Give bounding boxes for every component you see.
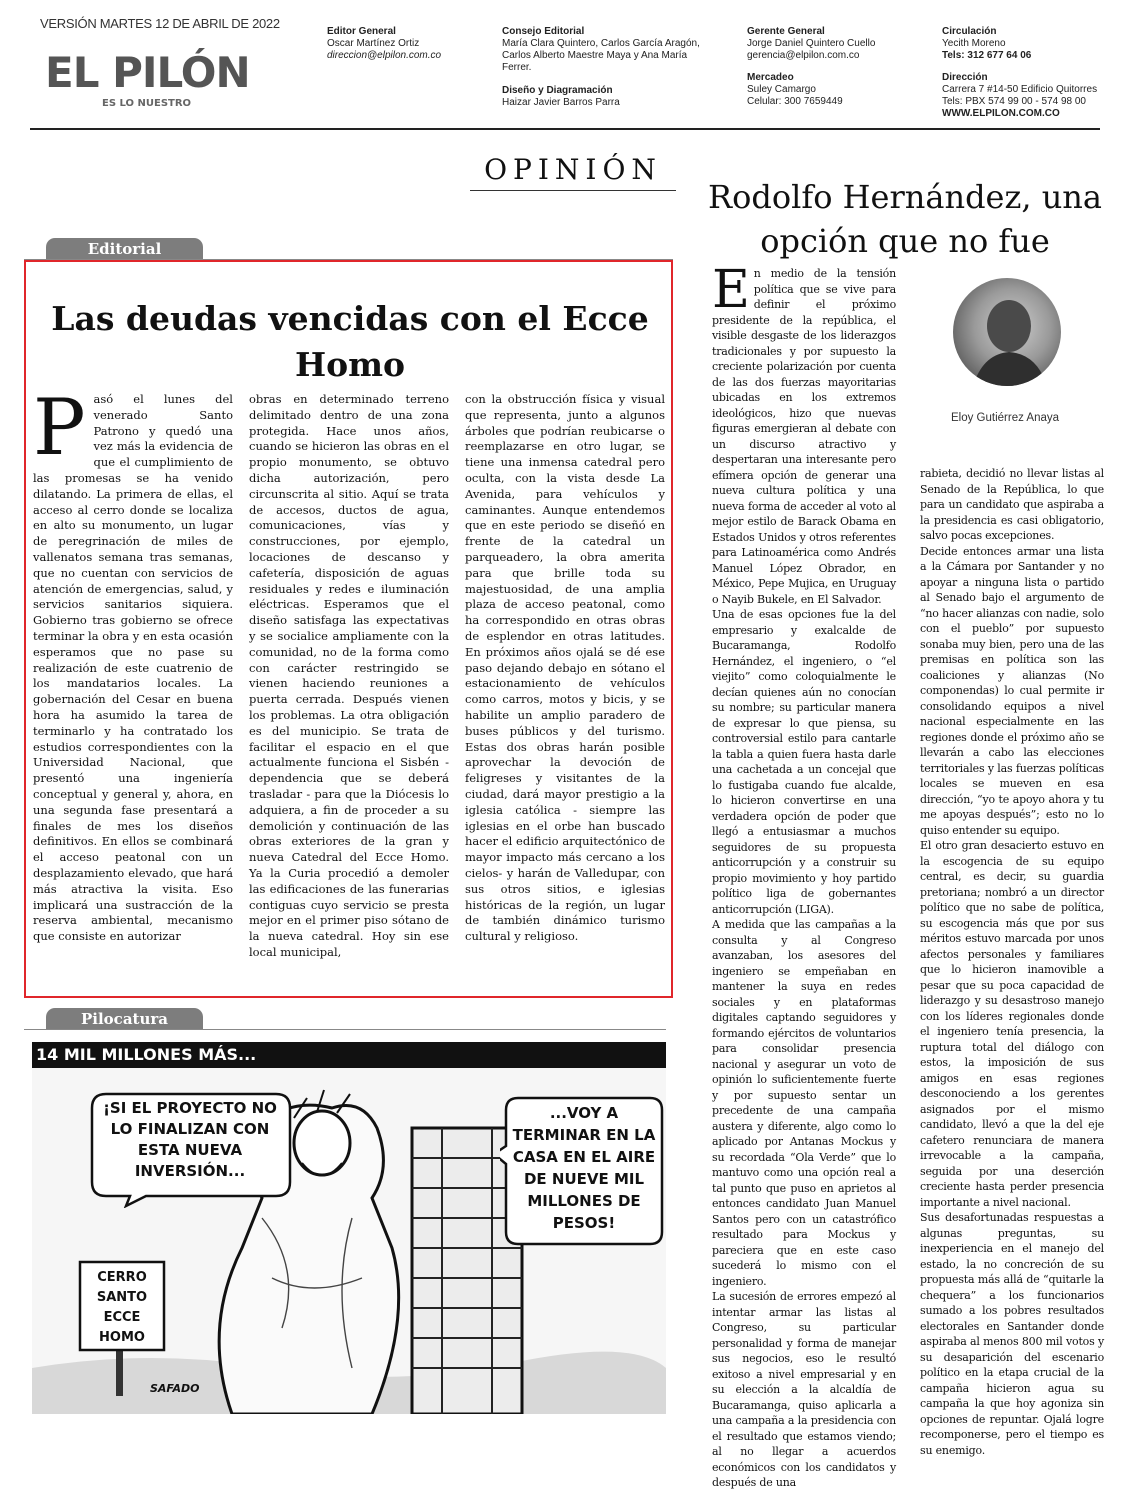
masthead-consejo (502, 26, 712, 109)
consejo-label: Consejo Editorial (502, 26, 585, 37)
author-avatar-icon (953, 278, 1061, 386)
speech-bubble-right-text: ...VOY A TERMINAR EN LA CASA EN EL AIRE DE NUEVE MIL MILLONES DE PESOS! (512, 1104, 656, 1232)
column-p8: Sus desafortunadas respuestas a algunas preguntas, su inexperiencia en el manejo del estado, la no concreción de su propuesta más allá de “quitarle la chequera” a los funcionarios sumado a los pobres resultados electorales en Santander donde aspiraba al menos 800 mil votos y su desaparición del escenario político en la etapa crucial de la campaña hicieron agua su campaña la que hoy agoniza sin opciones de repuntar. Ojalá logre recomponerse, pero el tiempo es su enemigo. (920, 1211, 1104, 1457)
edition-date: VERSIÓN MARTES 12 DE ABRIL DE 2022 (40, 16, 280, 31)
column-p5: rabieta, decidió no llevar listas al Senado de la República, lo que para un candidato que aspiraba a la presidencia es casi obligatorio, salvo pocas excepciones. (920, 467, 1104, 542)
column-p4: La sucesión de errores empezó al intentar armar las listas al Congreso, su particular personalidad y forma de manejar sus negocios, eso le resultó exitoso a nivel empresarial y en su elección a la alcaldía de Bucaramanga, quiso aplicarla a una campaña a la presidencia con el resultado que estamos viendo; al no llegar a acuerdos económicos con los candidatos y después de una (712, 1290, 896, 1489)
masthead-gerencia (747, 26, 917, 108)
cartoon-panel (32, 1042, 666, 1414)
editorial-column-3 (465, 392, 665, 945)
website-link[interactable]: WWW.ELPILON.COM.CO (942, 108, 1060, 119)
author-name: Eloy Gutiérrez Anaya (950, 412, 1060, 424)
speech-bubble-left-text: ¡SI EL PROYECTO NO LO FINALIZAN CON ESTA NUEVA INVERSIÓN... (103, 1099, 277, 1180)
column-p6: Decide entonces armar una lista a la Cámara por Santander y no apoyar a ninguna lista o partido al Senado bajo el argumento de “no hacer alianzas con nadie, solo con el pueblo” por supuesto sonaba muy bien, pero una de las premisas en política son las coaliciones y alianzas (No componendas) lo cual permite ir consolidando equipos a nivel nacional especialmente en las regiones donde el próximo año se llevarán a cabo las elecciones territoriales y las fuerzas políticas locales se mueven en esa dirección, “yo te apoyo ahora y tu me apoyas después”; esto no lo quiso entender su equipo. (920, 544, 1104, 837)
editorial-column-1 (33, 383, 233, 945)
header-divider (30, 128, 1100, 130)
column-body-1 (712, 260, 896, 1491)
section-title: OPINIÓN (484, 153, 662, 186)
editorial-headline: Las deudas vencidas con el Ecce Homo (51, 299, 649, 384)
editorial-col1-text: asó el lunes del venerado Santo Patrono y quedó una vez más la evidencia de que el cumplimiento de las promesas se ha venido dilatando. La primera de ellas, el acceso al cerro donde se localiza en alto su monumento, un lugar de peregrinación de miles de vallenatos semana tras semanas, que no cuentan con servicios de atención de emergencias, salud, y servicios sanitarios siquiera. Gobierno tras gobierno se ofrece terminar la obra y en esta ocasión esperamos que no pase su realización de este cuatrenio de los mandatarios locales. La gobernación del Cesar en buena hora ha asumido la tarea de terminarlo y ha contratado los estudios correspondientes con la Universidad Nacional, que presentó una ingeniería conceptual y general y, ahora, en una segunda fase presentará a finales de mes los diseños definitivos. En ellos se combinará el acceso peatonal con un desplazamiento elevado, que hará más atractiva la visita. Eso implicará una sustracción de la reserva ambiental, mecanismo que consiste en autorizar (33, 392, 233, 944)
direccion-label: Dirección (942, 72, 988, 83)
editorial-col3-text: con la obstrucción física y visual que representa, junto a algunos árboles que podrían reubicarse o reemplazarse en otro lugar, se tiene una inmensa catedral pero oculta, con la vista desde La Avenida, para vehículos y caminantes. Aunque entendemos que en este periodo se diseñó en frente de la catedral un parqueadero, la obra amerita para que brille toda su majestuosidad, de una amplia plaza de acceso peatonal, como ha correspondido en otras obras de esplendor en otras latitudes. En próximos años ojalá se dé ese paso dejando debajo en sótano el estacionamiento de vehículos como carros, motos y bicis, y se habilite un amplio paradero de buses públicos y del turismo. Estas dos obras harán posible aprovechar la devoción de feligreses y visitantes de la ciudad, dará mayor prestigio a la iglesia católica - siempre las iglesias en el orbe han buscado hacer el edificio arquitectónico de mayor impacto más cercano a los cielos- y harán de Valledupar, con sus otros sitios, e iglesias históricas de la región, un lugar de también dinámico turismo cultural y religioso. (465, 392, 665, 944)
circulacion-tel: Tels: 312 677 64 06 (942, 50, 1032, 61)
circulacion-label: Circulación (942, 26, 997, 37)
cartoonist-signature: SAFADO (150, 1382, 200, 1395)
editor-email: direccion@elpilon.com.co (327, 50, 442, 61)
newspaper-slogan: ES LO NUESTRO (102, 98, 192, 109)
masthead-editor (327, 26, 487, 62)
editor-label: Editor General (327, 26, 396, 37)
direccion-addr: Carrera 7 #14-50 Edificio Quitorres (942, 84, 1098, 95)
editor-name: Oscar Martínez Ortiz (327, 38, 420, 49)
diseno-name: Haizar Javier Barros Parra (502, 97, 620, 108)
masthead-circulacion (942, 26, 1112, 120)
column-p1: n medio de la tensión política que se vive para definir el próximo presidente de la república, el visible desgaste de los liderazgos tradicionales y por supuesto la creciente polarización por cuenta de las dos fuerzas mayoritarias ubicadas en los extremos ideológicos, hizo que nuevas figuras emergieran al debate con un discurso atractivo y despertaran una interesante pero efímera opción de generar una nueva cultura política y una nueva forma de acceder al voto al mejor estilo de Barack Obama en Estados Unidos y otros referentes para Latinoamérica como Andrés Manuel López Obrador, en México, Pepe Mujica, en Uruguay o Nayib Bukele, en El Salvador. (712, 267, 896, 606)
column-p2: Una de esas opciones fue la del empresario y exalcalde de Bucaramanga, Rodolfo Hernández, el ingeniero, o “el viejito” como coloquialmente le decían quienes aún no conocían su nombre; su particular manera de expresar lo que piensa, su controversial estilo para cantarle la tabla a quien fuera hasta darle una cachetada a un concejal que lo fustigaba cuando fue alcalde, lo hicieron convertirse en una verdadera opción de poder que llegó a entusiasmar a muchos seguidores de su propuesta anticorrupción y a construir su propio movimiento y hoy partido político liga de gobernantes anticorrupción (LIGA). (712, 608, 896, 916)
circulacion-name: Yecith Moreno (942, 38, 1006, 49)
column-body-2 (920, 466, 1104, 1458)
mercadeo-label: Mercadeo (747, 72, 794, 83)
section-title-underline (470, 190, 676, 191)
consejo-names: María Clara Quintero, Carlos García Aragón, Carlos Alberto Maestre Maya y Ana María Ferrer. (502, 38, 700, 73)
editorial-tab: Editorial (46, 238, 203, 260)
diseno-label: Diseño y Diagramación (502, 85, 613, 96)
mercadeo-cel: Celular: 300 7659449 (747, 96, 843, 107)
column-drop-cap: E (712, 260, 750, 320)
editorial-col2-text: obras en determinado terreno delimitado dentro de una zona protegida. Hace unos años, cuando se hicieron las obras en el propio monumento, se obtuvo dicha autorización, pero circunscrita al sitio. Aquí se trata de accesos, ductos de agua, comunicaciones, vías y construcciones, por ejemplo, locaciones de descanso y cafetería, disposición de aguas residuales y redes e iluminación eléctricas. Esperamos que el diseño satisfaga las expectativas y se socialice ampliamente con la comunidad, no de la forma como con carácter restringido se vienen haciendo reuniones a puerta cerrada. Después vienen los problemas. La otra obligación es del municipio. Se trata de facilitar el espacio en el que actualmente funciona el Sisbén - dependencia que se deberá trasladar - para que la Diócesis lo adquiera, a fin de proceder a su demolición y continuación de las obras exteriores de la gran y nueva Catedral del Ecce Homo. Ya la Curia procedió a demoler las edificaciones de las funerarias contiguas cuyo servicio se presta mejor en el primer piso sótano de la nueva catedral. Hoy sin ese local municipal, (249, 392, 449, 959)
cartoon-tab-line (24, 1029, 666, 1030)
column-p3: A medida que las campañas a la consulta y al Congreso avanzaban, los asesores del ingeniero se empeñaban en mantener la suya en redes sociales y en plataformas digitales captando seguidores y formando ejércitos de voluntarios para consolidar presencia nacional y asegurar un voto de opinión lo suficientemente fuerte y por supuesto sentar un precedente de una campaña austera y diferente, algo como lo aplicado por Antanas Mockus y su recordada “Ola Verde” que lo mantuvo como una opción real a tal punto que puso en aprietos al entonces candidato Juan Manuel Santos pero con un catastrófico resultado para Mockus y pareciera que en este caso sucederá lo mismo con el ingeniero. (712, 918, 896, 1288)
cerro-sign-text: CERRO SANTO ECCE HOMO (96, 1270, 148, 1345)
editorial-column-2 (249, 392, 449, 961)
gerente-email: gerencia@elpilon.com.co (747, 50, 860, 61)
gerente-name: Jorge Daniel Quintero Cuello (747, 38, 876, 49)
mercadeo-name: Suley Camargo (747, 84, 816, 95)
gerente-label: Gerente General (747, 26, 825, 37)
editorial-drop-cap: P (33, 383, 86, 473)
direccion-tel: Tels: PBX 574 99 00 - 574 98 00 (942, 96, 1086, 107)
cartoon-tab: Pilocatura (46, 1008, 203, 1030)
column-headline: Rodolfo Hernández, una opción que no fue (708, 178, 1102, 260)
newspaper-logo: EL PILÓN (45, 48, 250, 97)
cartoon-banner: 14 MIL MILLONES MÁS... (32, 1042, 666, 1068)
author-photo (953, 278, 1061, 386)
column-p7: El otro gran desacierto estuvo en la escogencia de su equipo central, es decir, su guardia pretoriana; nombró a un director político que no sabe de política, su escogencia más que por sus méritos estuvo marcada por unos afectos personales y familiares que lo hicieron inamovible a pesar que su poca capacidad de liderazgo y su desastroso manejo con los líderes regionales donde el ingeniero tenía presencia, la ruptura total del diálogo con estos, la imposición de sus amigos en esas regiones desconociendo a los gerentes asignados por el mismo candidato, llevó a que la del eje cafetero renunciara de manera irrevocable a la campaña, seguida por una deserción creciente hasta perder presencia importante a nivel nacional. (920, 839, 1104, 1209)
